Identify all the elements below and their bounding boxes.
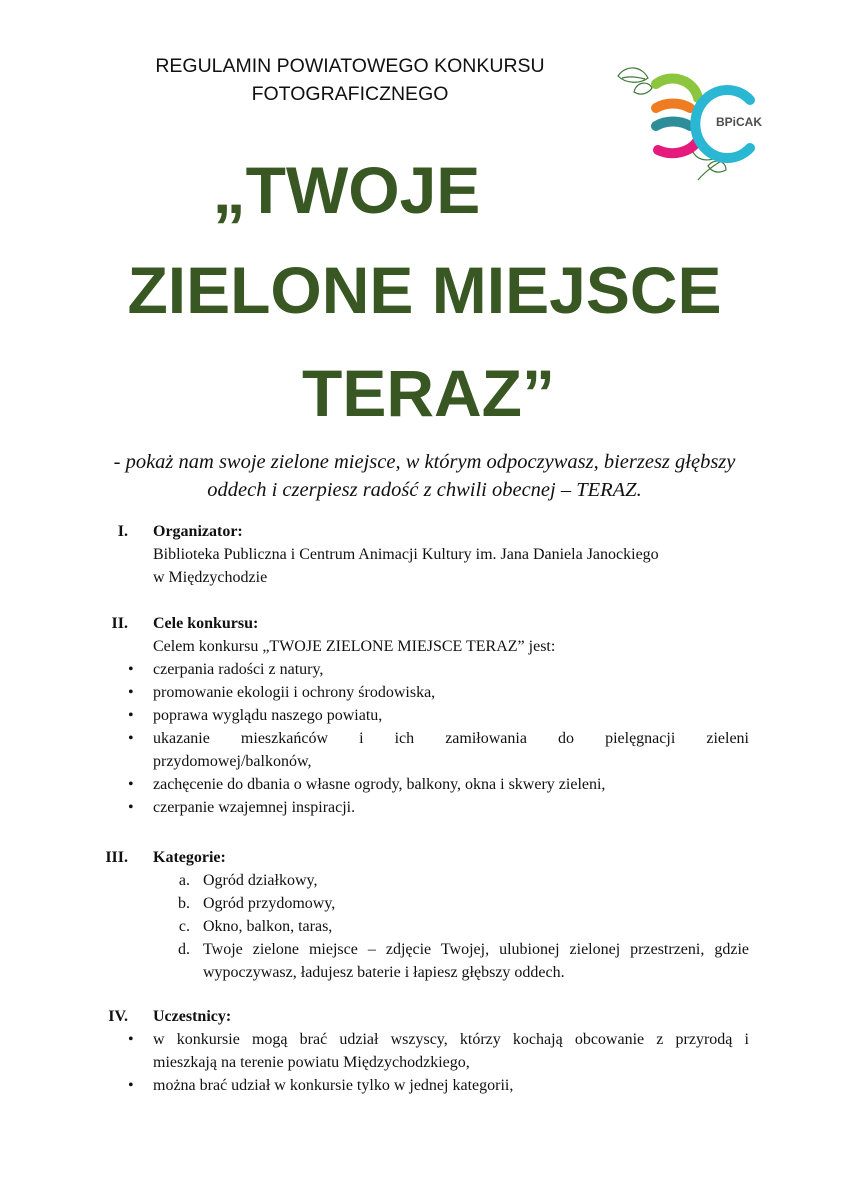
regulation-title	[130, 52, 570, 108]
section-heading: Kategorie:	[153, 849, 226, 866]
logo-magenta-arc	[658, 140, 698, 153]
bullet-icon: •	[128, 1077, 134, 1094]
category-item-continuation: wypoczywasz, ładujesz baterie i łapiesz głębszy oddech.	[203, 964, 565, 981]
section-number: II.	[111, 615, 128, 632]
bullet-icon: •	[128, 1031, 134, 1048]
goal-item: promowanie ekologii i ochrony środowiska,	[153, 684, 436, 701]
goals-intro: Celem konkursu „TWOJE ZIELONE MIEJSCE TERAZ” jest:	[153, 638, 556, 655]
bullet-icon: •	[128, 707, 134, 724]
bullet-icon: •	[128, 730, 134, 747]
tagline-line-2: oddech i czerpiesz radość z chwili obecnej – TERAZ.	[207, 479, 642, 501]
regulation-title-line-2: FOTOGRAFICZNEGO	[251, 83, 449, 105]
category-marker: d.	[178, 941, 190, 958]
title-line-1: „TWOJE	[212, 153, 481, 227]
title-line-2: ZIELONE MIEJSCE	[127, 253, 722, 327]
bullet-icon: •	[128, 661, 134, 678]
goal-item: zachęcenie do dbania o własne ogrody, balkony, okna i skwery zieleni,	[153, 776, 606, 793]
participant-item: można brać udział w konkursie tylko w jednej kategorii,	[153, 1077, 514, 1094]
tagline	[70, 448, 779, 504]
goal-item-continuation: przydomowej/balkonów,	[153, 753, 312, 770]
logo-text: BPiCAK	[716, 115, 762, 129]
organizer-line-1: Biblioteka Publiczna i Centrum Animacji Kultury im. Jana Daniela Janockiego	[153, 546, 659, 563]
category-item: Ogród działkowy,	[203, 872, 318, 889]
category-marker: b.	[178, 895, 190, 912]
section-heading: Organizator:	[153, 523, 243, 540]
title-line-3: TERAZ”	[302, 356, 555, 430]
section-heading: Cele konkursu:	[153, 615, 259, 632]
goal-item: czerpanie wzajemnej inspiracji.	[153, 799, 356, 816]
category-marker: a.	[178, 872, 190, 889]
logo-teal-bar	[656, 122, 690, 127]
logo-orange-bar	[656, 104, 690, 109]
bullet-icon: •	[128, 684, 134, 701]
section-heading: Uczestnicy:	[153, 1008, 232, 1025]
tagline-line-1: - pokaż nam swoje zielone miejsce, w którym odpoczywasz, bierzesz głębszy	[113, 451, 736, 473]
logo-green-arc	[656, 79, 698, 98]
participant-item: w konkursie mogą brać udział wszyscy, którzy kochają obcowanie z przyrodą i	[153, 1031, 749, 1048]
section-number: I.	[117, 523, 128, 540]
organizer-line-2: w Międzychodzie	[153, 569, 268, 586]
category-marker: c.	[178, 918, 190, 935]
section-number: III.	[105, 849, 128, 866]
category-item: Ogród przydomowy,	[203, 895, 336, 912]
goal-item: ukazanie mieszkańców i ich zamiłowania do pielęgnacji zieleni	[153, 730, 749, 747]
bullet-icon: •	[128, 799, 134, 816]
participant-item-continuation: mieszkają na terenie powiatu Międzychodzkiego,	[153, 1054, 470, 1071]
section-number: IV.	[108, 1008, 128, 1025]
category-item: Twoje zielone miejsce – zdjęcie Twojej, ulubionej zielonej przestrzeni, gdzie	[203, 941, 749, 958]
regulation-title-line-1: REGULAMIN POWIATOWEGO KONKURSU	[155, 55, 545, 77]
bullet-icon: •	[128, 776, 134, 793]
category-item: Okno, balkon, taras,	[203, 918, 333, 935]
goal-item: czerpania radości z natury,	[153, 661, 324, 678]
goal-item: poprawa wyglądu naszego powiatu,	[153, 707, 383, 724]
